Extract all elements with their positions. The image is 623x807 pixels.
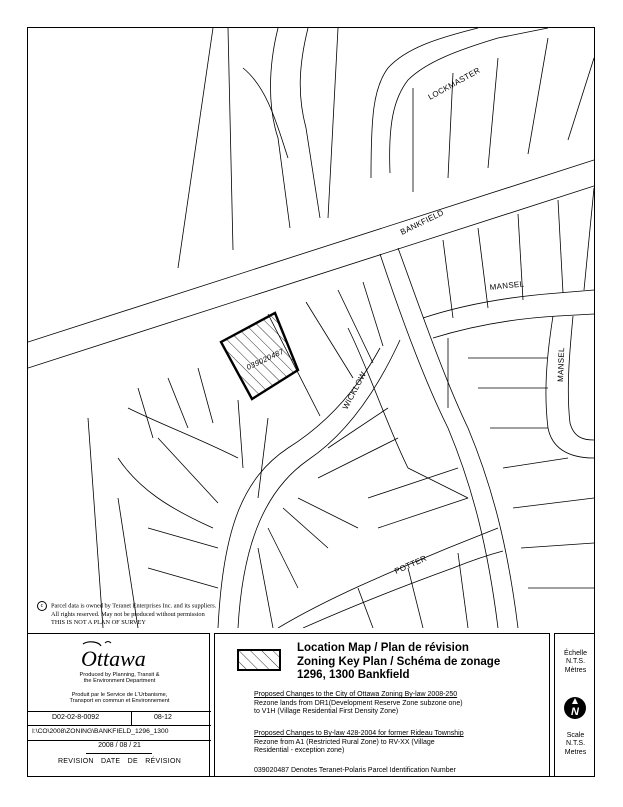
potter-road-north-edge [278, 528, 498, 628]
scale-english [555, 732, 596, 757]
scale-value: N.T.S. [565, 658, 586, 666]
title-line: Location Map / Plan de révision [297, 642, 469, 654]
lot-line [283, 508, 328, 548]
map-note-line: THIS IS NOT A PLAN OF SURVEY [51, 618, 146, 626]
producer-line: the Environment Department [83, 678, 156, 685]
potter-road-label: POTTER [393, 553, 429, 576]
lot-line [358, 588, 373, 628]
scale-unit: Metres [564, 748, 587, 756]
lot-line [348, 328, 408, 468]
lot-line [363, 282, 383, 346]
lot-line [88, 418, 103, 628]
bankfield-road-south-edge [28, 186, 594, 368]
lot-line [368, 468, 458, 498]
lot-line [258, 418, 268, 498]
lot-line [408, 568, 423, 628]
producer-french [28, 692, 211, 705]
north-label: N [571, 706, 579, 718]
map-title [297, 642, 500, 683]
lot-line [378, 498, 468, 528]
zoning-change-text: to V1H (Village Residential First Density Zone) [254, 708, 399, 716]
copyright-icon: c [37, 601, 47, 611]
lot-line [521, 543, 594, 548]
file-code: D02-02-8-0092 [52, 714, 100, 721]
bankfield-road-label: BANKFIELD [398, 208, 446, 237]
lot-line [408, 468, 468, 498]
zoning-change-text: Rezone lands from DR1(Development Reserve Zone subzone one) [254, 699, 463, 707]
file-info-row [28, 711, 211, 726]
map-linework [28, 28, 594, 628]
lot-line [558, 200, 563, 293]
lot-line [118, 458, 213, 528]
ottawa-logo-icon [75, 640, 165, 670]
producer-line: Produced by Planning, Transit & [79, 672, 160, 678]
mansel-road-label: MANSEL [489, 279, 525, 292]
lot-line [148, 568, 218, 588]
title-box [214, 633, 550, 777]
north-arrow-icon [563, 696, 587, 720]
zoning-change-text: Rezone from A1 (Restricted Rural Zone) to RV-XX (Village [254, 738, 435, 746]
file-path: I:\CO\2008\ZONING\BANKFIELD_1296_1300 [32, 728, 169, 735]
lot-line [318, 438, 398, 478]
east-collector-east-edge [398, 248, 518, 628]
lot-line [238, 400, 243, 468]
lot-line [478, 228, 488, 308]
lot-line [443, 240, 453, 318]
lot-line [178, 28, 213, 268]
scale-label: Scale [566, 732, 585, 739]
title-block [27, 633, 595, 777]
lockmaster-road-west-edge [371, 28, 478, 178]
lot-line [158, 438, 218, 503]
producer-line: Transport en commun et Environnement [69, 698, 170, 705]
map-canvas[interactable] [28, 28, 594, 628]
zoning-change-description [254, 730, 544, 756]
scale-box [554, 633, 595, 777]
bankfield-road-north-edge [28, 160, 594, 342]
parcel-legend-swatch [237, 649, 281, 671]
map-note-line: Parcel data is owned by Teranet Enterprises Inc. and its suppliers. [51, 602, 217, 610]
producer-line: Produit par le Service de L'Urbanisme, [71, 692, 168, 698]
scale-value: N.T.S. [565, 740, 586, 748]
lot-line [228, 28, 233, 250]
wicklow-road-label: WICKLOW [340, 370, 369, 411]
north-lot-line [271, 28, 291, 228]
mansel-road-south-edge [433, 314, 594, 338]
mansel-vertical-road-label: MANSEL [556, 347, 567, 383]
lot-line [503, 458, 568, 468]
file-info-row [28, 725, 211, 741]
lot-line [528, 38, 548, 154]
lot-line [328, 28, 338, 218]
lot-line [148, 528, 218, 548]
lot-line [328, 408, 388, 448]
lockmaster-road-label: LOCKMASTER [426, 65, 482, 102]
zoning-change-description [254, 691, 544, 717]
file-date: 08-12 [154, 714, 172, 721]
lot-line [584, 188, 594, 290]
title-line: Zoning Key Plan / Schéma de zonage [297, 655, 501, 668]
mansel-vertical-east-edge [568, 316, 594, 440]
lot-line [168, 378, 188, 428]
lot-line [243, 68, 288, 158]
producer-english [28, 672, 211, 685]
north-lot-line [300, 28, 320, 218]
lot-line [258, 548, 273, 628]
producer-box [27, 633, 210, 777]
lot-line [338, 290, 373, 363]
lot-line [298, 498, 358, 528]
parcel-id-label: 039020487 [245, 346, 286, 372]
lot-line [513, 498, 594, 508]
scale-label: Échelle [564, 650, 587, 657]
mansel-vertical-west-edge [546, 316, 594, 458]
mansel-road-north-edge [423, 290, 594, 318]
lot-line [268, 528, 298, 588]
parcel-id-note: 039020487 Denotes Teranet-Polaris Parcel Identification Number [254, 767, 456, 774]
lot-line [198, 368, 213, 423]
lot-line [306, 302, 353, 378]
lot-line [138, 388, 153, 438]
ottawa-logo [28, 640, 211, 675]
zoning-change-heading: Proposed Changes to By-law 428-2004 for former Rideau Township [254, 730, 464, 737]
map-note-line: All rights reserved. May not be produced without permission [51, 611, 205, 618]
zoning-change-text: Residential - exception zone) [254, 747, 345, 755]
map-note [37, 601, 216, 626]
scale-unit: Mètres [564, 666, 587, 674]
scale-french [555, 650, 596, 675]
title-line: 1296, 1300 Bankfield [297, 669, 410, 681]
lot-line [488, 58, 498, 168]
ottawa-logo-text: Ottawa [80, 646, 146, 670]
revision-date: 2008 / 08 / 21 [98, 742, 141, 749]
revision-label: REVISION DATE DE RÉVISION [57, 758, 182, 765]
lot-line [568, 58, 594, 140]
zoning-change-heading: Proposed Changes to the City of Ottawa Zoning By-law 2008-250 [254, 691, 458, 698]
